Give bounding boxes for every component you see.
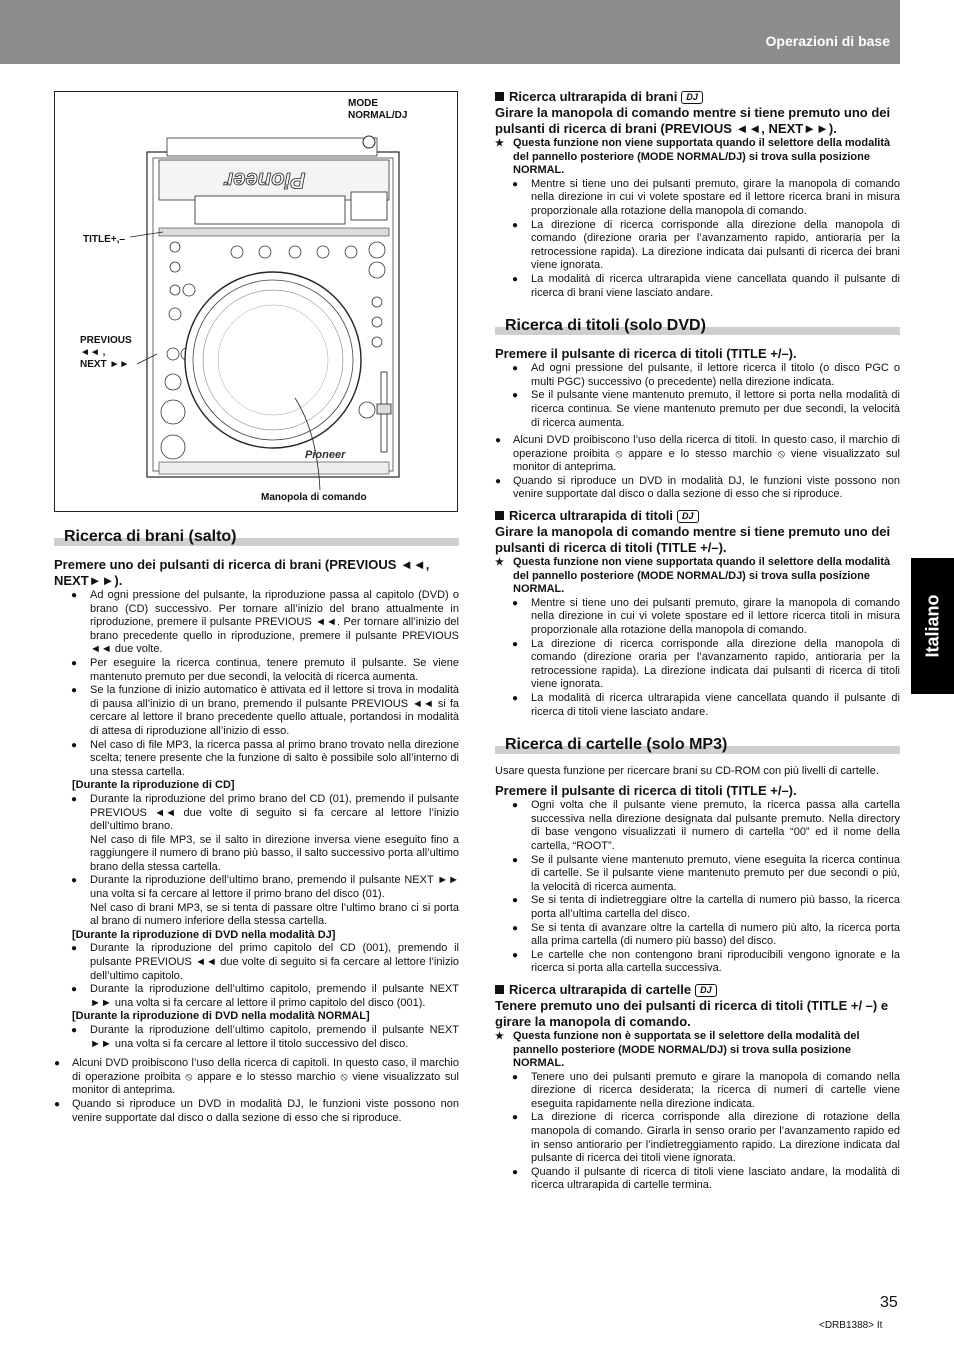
list-item: ● Se la funzione di inizio automatico è attivata ed il lettore si trova in modalità di pausa all’inizio di un brano, premendo il pulsante PREVIOUS ◄◄ si fa cercare al lettore il brano precedente quello attuale, portandosi in modalità di attesa di riproduzione all’inizio di esso. bbox=[54, 684, 459, 738]
player-illustration bbox=[55, 92, 457, 511]
list-item: ● Durante la riproduzione del primo brano del CD (01), premendo il pulsante PREVIOUS ◄◄ due volte di seguito si fa cercare al lettore l’inizio dell’ultimo brano. bbox=[54, 793, 459, 834]
subhead-track-skip: Premere uno dei pulsanti di ricerca di brani (PREVIOUS ◄◄, NEXT►►). bbox=[54, 557, 430, 588]
left-column bbox=[54, 527, 459, 1125]
label-title-button: TITLE+,– bbox=[83, 234, 125, 245]
heading-ultra-folder: Ricerca ultrarapida di cartelle DJ bbox=[495, 982, 900, 998]
heading-ultra-title: Ricerca ultrarapida di titoli DJ bbox=[495, 508, 900, 524]
note-star: ★ Questa funzione non viene supportata quando il selettore della modalità del pannello posteriore (MODE NORMAL/DJ) si trova sulla posizione NORMAL. bbox=[495, 556, 900, 597]
subhead: Premere il pulsante di ricerca di titoli (TITLE +/–). bbox=[495, 346, 797, 362]
right-column bbox=[495, 89, 900, 1193]
subhead: Girare la manopola di comando mentre si tiene premuto uno dei pulsanti di ricerca di brani (PREVIOUS ◄◄, NEXT►►). bbox=[495, 105, 891, 136]
list-item: ● Se si tenta di indietreggiare oltre la cartella di numero più basso, la ricerca porta all’ultima cartella del disco. bbox=[495, 894, 900, 921]
list-item: ● La direzione di ricerca corrisponde alla direzione della manopola di comando (direzione oraria per l’avanzamento rapido, antioraria per la retrocessione rapida). La direzione indicata dai pulsanti di ricerca dei brani viene ignorata. bbox=[495, 219, 900, 273]
language-tab bbox=[911, 558, 954, 694]
list-item: ● Nel caso di file MP3, la ricerca passa al primo brano trovato nella direzione scelta; tenere presente che la funzione di salto è possibile solo all’interno di una stessa cartella. bbox=[54, 739, 459, 780]
list-item-note: Nel caso di brani MP3, se si tenta di passare oltre l’ultimo brano ci si porta al brano di numero inferiore della stessa cartella. bbox=[90, 901, 459, 928]
list-item: ● Quando il pulsante di ricerca di titoli viene lasciato andare, la modalità di ricerca ultrarapida di cartelle termina. bbox=[495, 1166, 900, 1193]
heading-ultra-track: Ricerca ultrarapida di brani DJ bbox=[495, 89, 900, 105]
label-jog-dial: Manopola di comando bbox=[261, 492, 367, 503]
heading-folder-search: Ricerca di cartelle (solo MP3) bbox=[495, 735, 900, 755]
subhead: Girare la manopola di comando mentre si tiene premuto uno dei pulsanti di ricerca di titoli (TITLE +/–). bbox=[495, 524, 891, 556]
list-item-note: Nel caso di file MP3, se il salto in direzione inversa viene eseguito fino a raggiungere il numero di brano più basso, il salto successivo porta all’ultimo brano della stessa cartella. bbox=[90, 833, 459, 873]
list-item: ● Se il pulsante viene mantenuto premuto, viene eseguita la ricerca continua di cartelle. Se il pulsante viene mantenuto premuto per due secondi o più, la velocità di ricerca aumenta. bbox=[495, 854, 900, 895]
heading-track-skip: Ricerca di brani (salto) bbox=[54, 527, 459, 547]
heading-title-search: Ricerca di titoli (solo DVD) bbox=[495, 316, 900, 336]
note-star: ★ Questa funzione non viene supportata quando il selettore della modalità del pannello posteriore (MODE NORMAL/DJ) si trova sulla posizione NORMAL. bbox=[495, 137, 900, 178]
paragraph: Usare questa funzione per ricercare brani su CD-ROM con più livelli di cartelle. bbox=[495, 765, 879, 778]
label-mode-switch: MODE NORMAL/DJ bbox=[348, 98, 408, 121]
section-title: Operazioni di base bbox=[765, 33, 890, 49]
list-item: ● Se il pulsante viene mantenuto premuto, il lettore si porta nella modalità di ricerca continua. Se viene mantenuto premuto per due secondi, la velocità di ricerca aumenta. bbox=[495, 389, 900, 430]
header-bar bbox=[0, 0, 900, 64]
note-star: ★ Questa funzione non è supportata se il selettore della modalità del pannello posteriore (MODE NORMAL/DJ) si trova sulla posizione NORMAL. bbox=[495, 1030, 900, 1071]
list-item: ● Ogni volta che il pulsante viene premuto, la ricerca passa alla cartella successiva nella direzione designata dal pulsante premuto. Nella directory di base vengono visualizzati il numero di cartella “00” ed il nome della cartella, “ROOT”. bbox=[495, 799, 900, 853]
list-item: ● Mentre si tiene uno dei pulsanti premuto, girare la manopola di comando nella direzione in cui vi volete spostare ed il lettore ricerca titoli in misura proporzionale alla rotazione della manopola di comando. bbox=[495, 597, 900, 638]
list-item: ● La modalità di ricerca ultrarapida viene cancellata quando il pulsante di ricerca di brani viene lasciato andare. bbox=[495, 273, 900, 300]
list-item: ● Mentre si tiene uno dei pulsanti premuto, girare la manopola di comando nella direzione in cui vi volete spostare ed il lettore ricerca brani in misura proporzionale alla rotazione della manopola di comando. bbox=[495, 178, 900, 219]
cd-heading: [Durante la riproduzione di CD] bbox=[72, 779, 235, 792]
dvd-dj-heading: [Durante la riproduzione di DVD nella modalità DJ] bbox=[72, 928, 336, 941]
list-item: ● Quando si riproduce un DVD in modalità DJ, le funzioni viste possono non venire supportate dal disco o dalla sezione di esso che si riproduce. bbox=[54, 1098, 459, 1125]
page-number: 35 bbox=[880, 1294, 898, 1311]
list-item: ● Durante la riproduzione dell’ultimo capitolo, premendo il pulsante NEXT ►► una volta si fa cercare al lettore il titolo successivo del disco. bbox=[54, 1024, 459, 1051]
language-tab-label: Italiano bbox=[922, 594, 942, 658]
list-item: ● Alcuni DVD proibiscono l’uso della ricerca di capitoli. In questo caso, il marchio di operazione proibita ⦸ appare e lo stesso marchio ⦸ viene visualizzato sul monitor di anteprima. bbox=[54, 1057, 459, 1098]
brand-logo: Pioneer bbox=[305, 449, 346, 461]
list-item: ● Alcuni DVD proibiscono l’uso della ricerca di titoli. In questo caso, il marchio di operazione proibita ⦸ appare e lo stesso marchio ⦸ viene visualizzato sul monitor di anteprima. bbox=[495, 434, 900, 475]
subhead: Premere il pulsante di ricerca di titoli (TITLE +/–). bbox=[495, 783, 797, 799]
list-item: ● Tenere uno dei pulsanti premuto e girare la manopola di comando nella direzione di ricerca desiderata; la ricerca di numeri di cartelle viene eseguita rapidamente nella direzione indicata. bbox=[495, 1071, 900, 1112]
dvd-normal-heading: [Durante la riproduzione di DVD nella modalità NORMAL] bbox=[72, 1010, 370, 1023]
list-item: ● Durante la riproduzione del primo capitolo del CD (001), premendo il pulsante PREVIOUS ◄◄ due volte di seguito si fa cercare al lettore l’inizio dell’ultimo capitolo. bbox=[54, 942, 459, 983]
brand-logo-inverted: Pioneer bbox=[224, 168, 306, 193]
dj-badge: DJ bbox=[681, 91, 703, 104]
list-item: ● Per eseguire la ricerca continua, tenere premuto il pulsante. Se viene mantenuto premuto per due secondi, la velocità di ricerca aumenta. bbox=[54, 657, 459, 684]
list-item: ● La direzione di ricerca corrisponde alla direzione di rotazione della manopola di comando. Girarla in senso orario per l’avanzamento rapido ed in senso antiorario per l’indietreggiamento rapido. La direzione indicata dal pulsante di ricerca dei titoli viene ignorata. bbox=[495, 1111, 900, 1165]
label-prev-next: PREVIOUS ◄◄ , NEXT ►► bbox=[80, 335, 132, 370]
dj-badge: DJ bbox=[677, 510, 699, 523]
list-item: ● Ad ogni pressione del pulsante, il lettore ricerca il titolo (o disco PGC o multi PGC) successivo (o precedente) nella direzione indicata. bbox=[495, 362, 900, 389]
list-item: ● Durante la riproduzione dell’ultimo capitolo, premendo il pulsante NEXT ►► una volta si fa cercare al lettore il primo capitolo del disco (001). bbox=[54, 983, 459, 1010]
dj-badge: DJ bbox=[695, 984, 717, 997]
player-figure bbox=[54, 91, 458, 512]
list-item: ● Durante la riproduzione dell’ultimo brano, premendo il pulsante NEXT ►► una volta si fa cercare al lettore il primo brano del disco (01). bbox=[54, 874, 459, 901]
subhead: Tenere premuto uno dei pulsanti di ricerca di titoli (TITLE +/ –) e girare la manopola di comando. bbox=[495, 997, 889, 1029]
list-item: ● La modalità di ricerca ultrarapida viene cancellata quando il pulsante di ricerca di titoli viene lasciato andare. bbox=[495, 692, 900, 719]
document-code: <DRB1388> It bbox=[819, 1320, 883, 1331]
list-item: ● La direzione di ricerca corrisponde alla direzione della manopola di comando (direzione oraria per l’avanzamento rapido, antioraria per la retrocessione rapida). La direzione indicata dai pulsanti di ricerca di titoli viene ignorata. bbox=[495, 638, 900, 692]
list-item: ● Ad ogni pressione del pulsante, la riproduzione passa al capitolo (DVD) o brano (CD) successivo. Per tornare all’inizio del brano attualmente in riproduzione, premere il pulsante PREVIOUS ◄◄. Per tornare all’inizio del brano precedente quello in riproduzione, premere il pulsante PREVIOUS ◄◄ due volte. bbox=[54, 589, 459, 657]
list-item: ● Se si tenta di avanzare oltre la cartella di numero più alto, la ricerca porta alla prima cartella (di numero più basso) del disco. bbox=[495, 922, 900, 949]
list-item: ● Le cartelle che non contengono brani riproducibili vengono ignorate e la ricerca si porta alla cartella successiva. bbox=[495, 949, 900, 976]
list-item: ● Quando si riproduce un DVD in modalità DJ, le funzioni viste possono non venire supportate dal disco o dalla sezione di esso che si riproduce. bbox=[495, 475, 900, 502]
